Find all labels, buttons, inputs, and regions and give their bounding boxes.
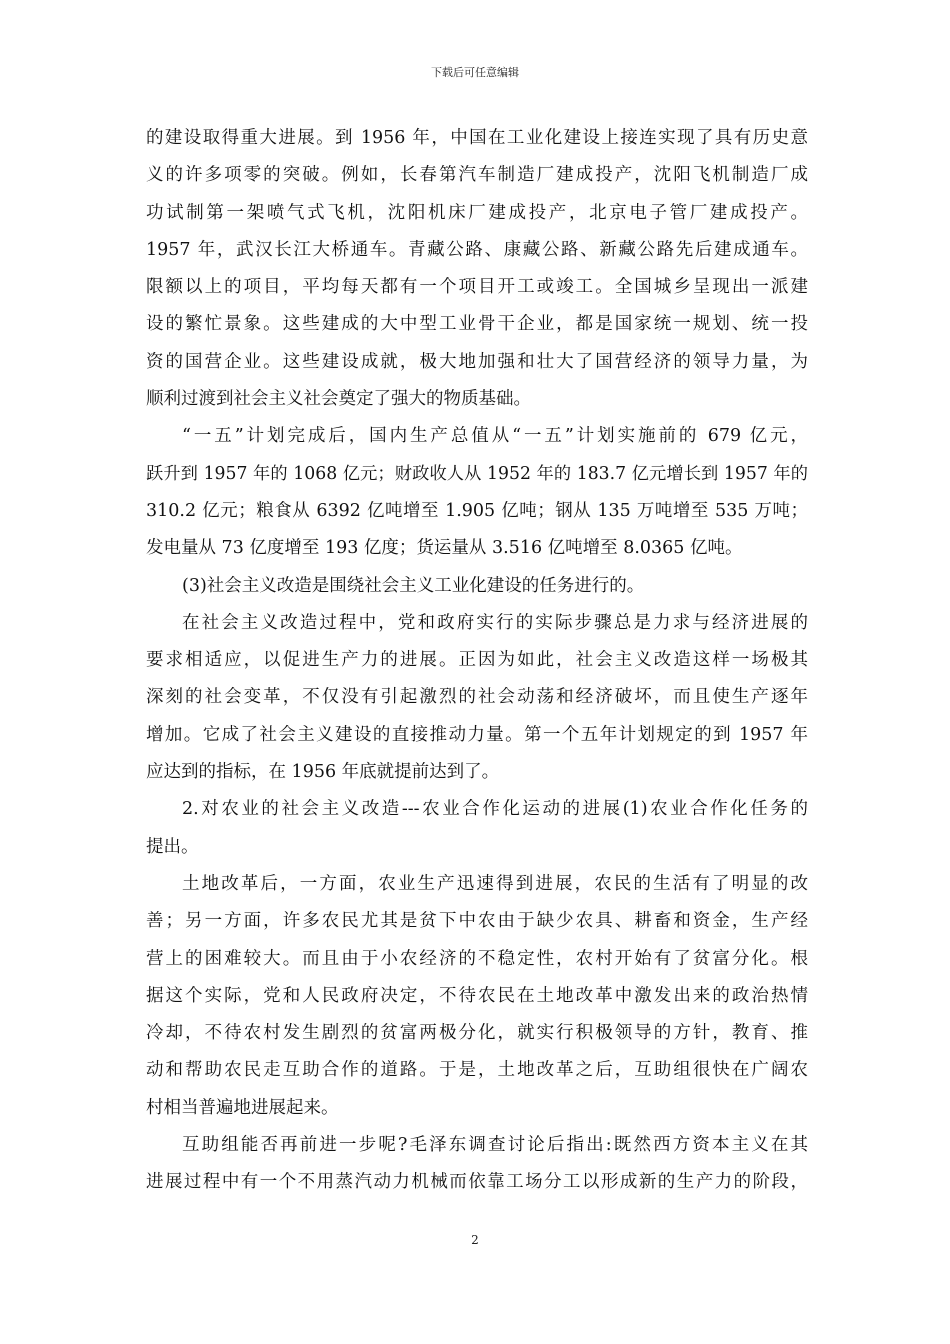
text-line: 要求相适应，以促进生产力的进展。正因为如此，社会主义改造这样一场极其 [146, 650, 808, 671]
text-line: 义的许多项零的突破。例如，长春第汽车制造厂建成投产，沈阳飞机制造厂成 [146, 165, 808, 186]
section-heading: (3)社会主义改造是围绕社会主义工业化建设的任务进行的。 [182, 575, 645, 596]
text-line: 顺利过渡到社会主义社会奠定了强大的物质基础。 [146, 389, 531, 410]
text-line: 深刻的社会变革，不仅没有引起激烈的社会动荡和经济破坏，而且使生产逐年 [146, 687, 808, 708]
text-line: 动和帮助农民走互助合作的道路。于是，土地改革之后，互助组很快在广阔农 [146, 1060, 808, 1081]
section-heading: 2.对农业的社会主义改造---农业合作化运动的进展(1)农业合作化任务的 [182, 799, 808, 820]
text-line: 的建设取得重大进展。到 1956 年，中国在工业化建设上接连实现了具有历史意 [146, 128, 808, 148]
text-line: “一五”计划完成后，国内生产总值从“一五”计划实施前的 679 亿元， [182, 426, 808, 447]
text-line: 限额以上的项目，平均每天都有一个项目开工或竣工。全国城乡呈现出一派建 [146, 277, 808, 298]
text-line: 据这个实际，党和人民政府决定，不待农民在土地改革中激发出来的政治热情 [146, 985, 808, 1006]
text-line: 310.2 亿元；粮食从 6392 亿吨增至 1.905 亿吨；钢从 135 万吨增至 535 万吨； [146, 500, 808, 521]
document-body [146, 120, 808, 1202]
text-line: 应达到的指标，在 1956 年底就提前达到了。 [146, 762, 500, 783]
text-line: 增加。它成了社会主义建设的直接推动力量。第一个五年计划规定的到 1957 年 [146, 724, 808, 745]
text-line: 营上的困难较大。而且由于小农经济的不稳定性，农村开始有了贫富分化。根 [146, 948, 808, 969]
text-line: 冷却，不待农村发生剧烈的贫富两极分化，就实行积极领导的方针，教育、推 [146, 1023, 808, 1044]
text-line: 设的繁忙景象。这些建成的大中型工业骨干企业，都是国家统一规划、统一投 [146, 314, 808, 335]
text-line: 进展过程中有一个不用蒸汽动力机械而依靠工场分工以形成新的生产力的阶段， [146, 1172, 808, 1193]
text-line: 善；另一方面，许多农民尤其是贫下中农由于缺少农具、耕畜和资金，生产经 [146, 911, 808, 932]
text-line: 在社会主义改造过程中，党和政府实行的实际步骤总是力求与经济进展的 [182, 612, 808, 633]
section-heading: 提出。 [146, 836, 199, 857]
text-line: 资的国营企业。这些建设成就，极大地加强和壮大了国营经济的领导力量，为 [146, 351, 808, 372]
text-line: 互助组能否再前进一步呢?毛泽东调查讨论后指出:既然西方资本主义在其 [182, 1135, 808, 1156]
text-line: 村相当普遍地进展起来。 [146, 1097, 339, 1118]
text-line: 1957 年，武汉长江大桥通车。青藏公路、康藏公路、新藏公路先后建成通车。 [146, 239, 808, 260]
text-line: 功试制第一架喷气式飞机，沈阳机床厂建成投产，北京电子管厂建成投产。 [146, 202, 808, 223]
text-line: 土地改革后，一方面，农业生产迅速得到进展，农民的生活有了明显的改 [182, 873, 808, 894]
text-line: 跃升到 1957 年的 1068 亿元；财政收人从 1952 年的 183.7 亿元增长到 1957 年的 [146, 463, 808, 484]
page-number: 2 [471, 1233, 479, 1247]
page-header: 下载后可任意编辑 [431, 66, 519, 79]
text-line: 发电量从 73 亿度增至 193 亿度；货运量从 3.516 亿吨增至 8.0365 亿吨。 [146, 538, 743, 559]
